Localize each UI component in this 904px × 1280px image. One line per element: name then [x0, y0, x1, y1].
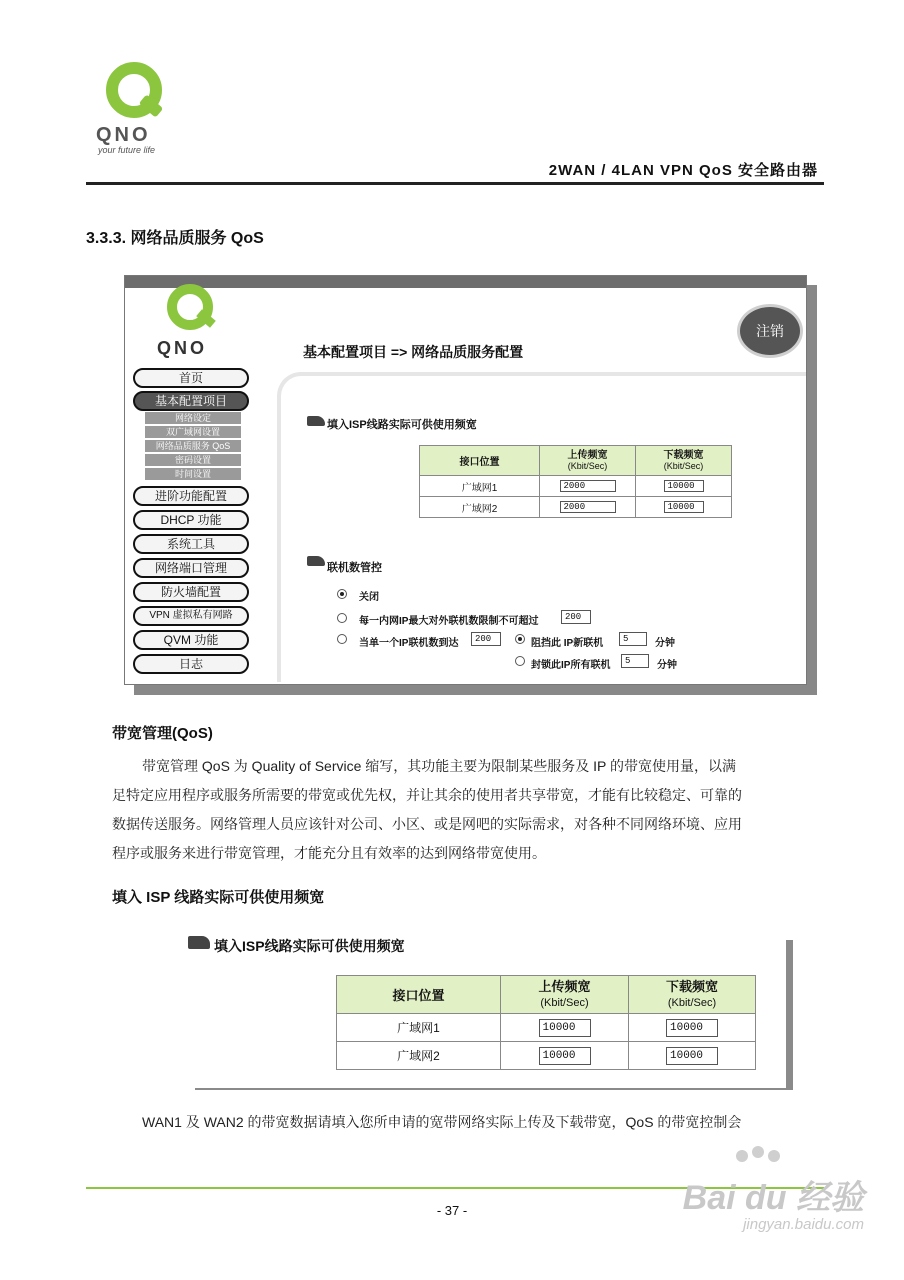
- baidu-watermark: Bai du 经验: [682, 1179, 864, 1217]
- subnav-qos[interactable]: 网络品质服务 QoS: [145, 440, 241, 453]
- section-title: 3.3.3. 网络品质服务 QoS: [86, 230, 264, 247]
- nav-log[interactable]: 日志: [133, 654, 249, 674]
- subnav-password[interactable]: 密码设置: [145, 454, 241, 467]
- nav-vpn[interactable]: VPN 虚拟私有网路: [133, 606, 249, 626]
- block-all-label: 封锁此IP所有联机: [531, 660, 611, 671]
- wan-name: 广域网2: [337, 1042, 501, 1070]
- download-input[interactable]: 10000: [664, 501, 704, 513]
- top-band: [125, 276, 807, 288]
- col-download: [629, 976, 756, 1014]
- download-cell: [636, 497, 732, 518]
- nav-port-management[interactable]: 网络端口管理: [133, 558, 249, 578]
- subnav-time[interactable]: 时间设置: [145, 468, 241, 481]
- isp-bandwidth-table: [336, 975, 756, 1070]
- isp-section-label: 填入ISP线路实际可供使用频宽: [214, 938, 405, 954]
- col-download: [636, 446, 732, 476]
- upload-input[interactable]: 2000: [560, 501, 616, 513]
- block-new-input[interactable]: 5: [619, 632, 647, 646]
- qos-line-2: 足特定应用程序或服务所需要的带宽或优先权，并让其余的使用者共享带宽，才能有比较稳定、可靠的: [112, 787, 742, 803]
- isp-note: WAN1 及 WAN2 的带宽数据请填入您所申请的宽带网络实际上传及下载带宽，QoS 的带宽控制会: [142, 1114, 742, 1130]
- table-row: [420, 476, 732, 497]
- section-tab-icon: [188, 936, 210, 949]
- col-download-unit: (Kbit/Sec): [667, 996, 717, 1009]
- download-cell: [629, 1042, 756, 1070]
- col-interface: 接口位置: [420, 446, 540, 476]
- table-row: [337, 1042, 756, 1070]
- nav-firewall[interactable]: 防火墙配置: [133, 582, 249, 602]
- section-tab-icon: [307, 416, 325, 426]
- logo-word: QNO: [96, 124, 151, 146]
- nav-home[interactable]: 首页: [133, 368, 249, 388]
- wan-name: 广域网1: [337, 1014, 501, 1042]
- radio-off[interactable]: [337, 589, 347, 599]
- wan-name: 广域网1: [420, 476, 540, 497]
- col-download-unit: (Kbit/Sec): [663, 460, 704, 471]
- col-upload: [540, 446, 636, 476]
- baidu-watermark-url: jingyan.baidu.com: [743, 1216, 864, 1233]
- radio-limit[interactable]: [337, 613, 347, 623]
- qos-line-3: 数据传送服务。网络管理人员应该针对公司、小区、或是网吧的实际需求，对各种不同网络环境、应用: [112, 816, 742, 832]
- nav-qvm[interactable]: QVM 功能: [133, 630, 249, 650]
- radio-off-label: 关闭: [359, 592, 379, 603]
- col-upload-label: 上传频宽: [538, 978, 591, 994]
- table-row: [337, 1014, 756, 1042]
- block-new-label: 阻挡此 IP新联机: [531, 638, 604, 649]
- bandwidth-table: [419, 445, 732, 518]
- qos-line-1: 带宽管理 QoS 为 Quality of Service 缩写，其功能主要为限制某些服务及 IP 的带宽使用量，以满: [142, 758, 737, 774]
- qos-line-4: 程序或服务来进行带宽管理，才能充分且有效率的达到网络带宽使用。: [112, 845, 546, 861]
- doc-title: 2WAN / 4LAN VPN QoS 安全路由器: [548, 162, 818, 179]
- radio-reach-label: 当单一个IP联机数到达: [359, 638, 459, 649]
- download-input[interactable]: 10000: [666, 1019, 718, 1037]
- block-all-input[interactable]: 5: [621, 654, 649, 668]
- wan-name: 广域网2: [420, 497, 540, 518]
- radio-limit-label: 每一内网IP最大对外联机数限制不可超过: [359, 616, 539, 627]
- logout-button[interactable]: 注销: [737, 304, 803, 358]
- download-input[interactable]: 10000: [664, 480, 704, 492]
- logo-word: QNO: [157, 338, 208, 358]
- upload-cell: [501, 1042, 629, 1070]
- nav-advanced[interactable]: 进阶功能配置: [133, 486, 249, 506]
- limit-input[interactable]: 200: [561, 610, 591, 624]
- upload-input[interactable]: 2000: [560, 480, 616, 492]
- col-download-label: 下载频宽: [665, 978, 718, 994]
- col-upload-unit: (Kbit/Sec): [540, 996, 589, 1009]
- logo-tagline: your future life: [98, 145, 156, 155]
- download-cell: [629, 1014, 756, 1042]
- baidu-paw-icon: [752, 1146, 764, 1158]
- nav-basic-config[interactable]: 基本配置项目: [133, 391, 249, 411]
- block-all-unit: 分钟: [657, 660, 677, 671]
- baidu-paw-icon: [768, 1150, 780, 1162]
- radio-block-all[interactable]: [515, 656, 525, 666]
- qos-heading: 带宽管理(QoS): [112, 725, 213, 742]
- isp-heading: 填入 ISP 线路实际可供使用频宽: [112, 889, 325, 906]
- reach-input[interactable]: 200: [471, 632, 501, 646]
- bandwidth-section-label: 填入ISP线路实际可供使用频宽: [327, 419, 477, 431]
- col-upload: [501, 976, 629, 1014]
- screenshot1-qos-config: [124, 275, 807, 685]
- col-upload-label: 上传频宽: [567, 449, 608, 461]
- block-new-unit: 分钟: [655, 638, 675, 649]
- radio-reach[interactable]: [337, 634, 347, 644]
- screenshot2-bandwidth: [182, 928, 786, 1088]
- upload-input[interactable]: 10000: [539, 1047, 591, 1065]
- upload-cell: [501, 1014, 629, 1042]
- subnav-dual-wan[interactable]: 双广域网设置: [145, 426, 241, 439]
- col-interface: 接口位置: [337, 976, 501, 1014]
- radio-block-new[interactable]: [515, 634, 525, 644]
- baidu-paw-icon: [736, 1150, 748, 1162]
- session-section-label: 联机数管控: [327, 562, 382, 574]
- download-input[interactable]: 10000: [666, 1047, 718, 1065]
- col-upload-unit: (Kbit/Sec): [567, 460, 608, 471]
- subnav-network[interactable]: 网络设定: [145, 412, 241, 425]
- upload-input[interactable]: 10000: [539, 1019, 591, 1037]
- header-rule: [86, 182, 824, 185]
- table-row: [420, 497, 732, 518]
- page-title: 基本配置项目 => 网络品质服务配置: [303, 344, 524, 360]
- col-download-label: 下载频宽: [663, 449, 704, 461]
- section-tab-icon: [307, 556, 325, 566]
- nav-dhcp[interactable]: DHCP 功能: [133, 510, 249, 530]
- download-cell: [636, 476, 732, 497]
- nav-system-tools[interactable]: 系统工具: [133, 534, 249, 554]
- upload-cell: [540, 497, 636, 518]
- page-number: - 37 -: [436, 1203, 468, 1218]
- upload-cell: [540, 476, 636, 497]
